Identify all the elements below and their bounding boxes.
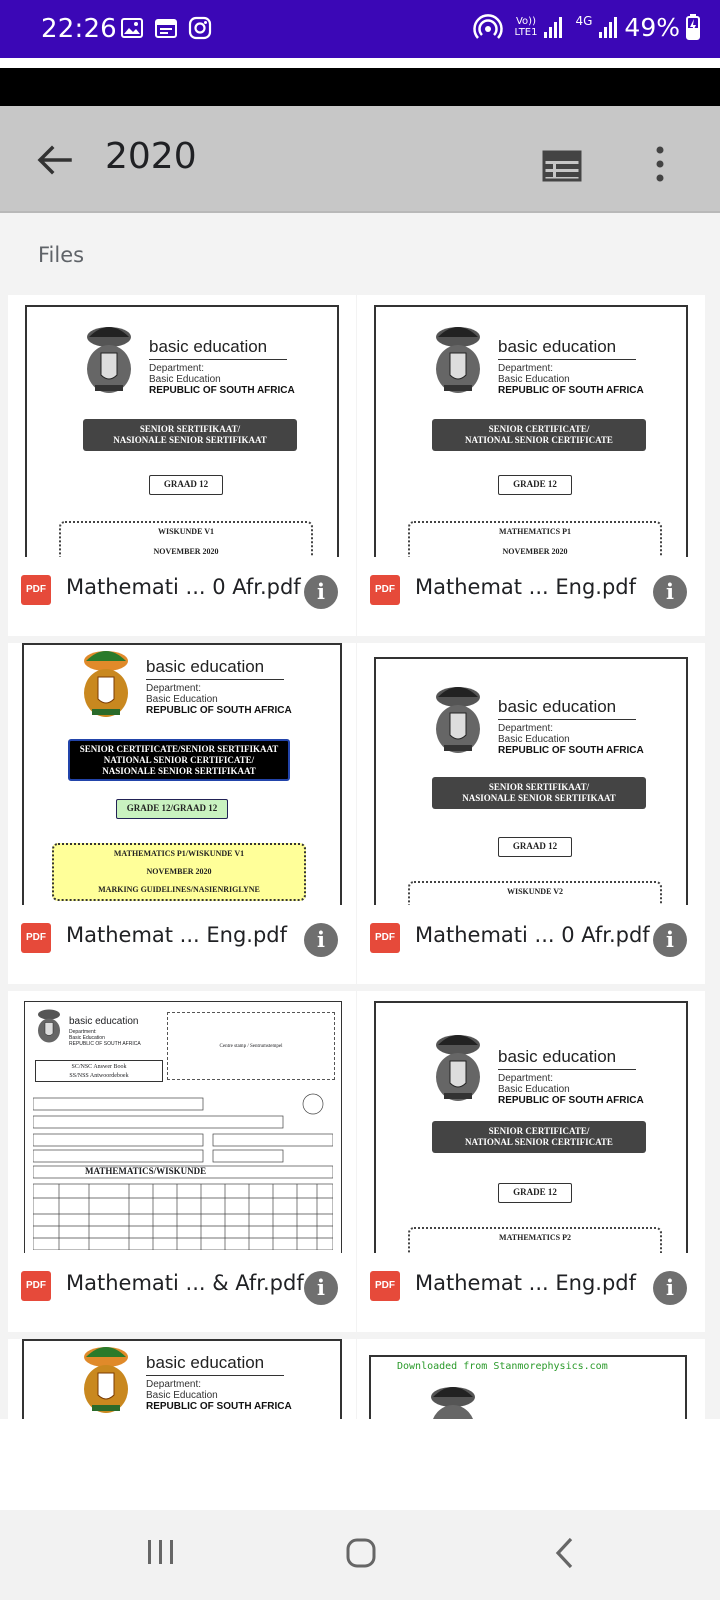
info-icon[interactable]: i — [304, 1271, 338, 1305]
calendar-icon — [154, 16, 178, 40]
file-name[interactable]: Mathemati ... & Afr.pdf — [66, 1271, 304, 1295]
file-card[interactable] — [357, 295, 705, 636]
black-band — [0, 68, 720, 106]
org-name: basic education — [498, 697, 617, 716]
org-rule — [149, 359, 287, 360]
file-thumbnail[interactable] — [8, 295, 356, 557]
coat-of-arms-icon — [78, 649, 134, 719]
recent-apps-icon[interactable] — [146, 1538, 176, 1566]
info-icon[interactable]: i — [304, 575, 338, 609]
dept-block: Department: Basic Education REPUBLIC OF SOUTH AFRICA — [498, 723, 644, 756]
info-icon[interactable]: i — [653, 923, 687, 957]
org-rule — [498, 359, 636, 360]
page-title: 2020 — [105, 136, 197, 177]
pdf-icon: PDF — [370, 1271, 400, 1301]
info-icon[interactable]: i — [653, 1271, 687, 1305]
org-name: basic education — [149, 337, 268, 356]
certificate-banner: SENIOR SERTIFIKAAT/ NASIONALE SENIOR SERTIFIKAAT — [83, 419, 297, 451]
system-navigation-bar — [0, 1510, 720, 1600]
file-card[interactable] — [8, 1339, 356, 1419]
org-rule — [498, 719, 636, 720]
file-thumbnail[interactable] — [357, 1339, 705, 1419]
document-page — [25, 305, 339, 557]
org-rule — [498, 1069, 636, 1070]
subject-box: MATHEMATICS P1 NOVEMBER 2020 — [408, 521, 662, 557]
document-page — [22, 1339, 342, 1419]
answer-book-box: SC/NSC Answer Book SS/NSS Antwoordeboek — [35, 1060, 163, 1082]
dept-block: Department: Basic Education REPUBLIC OF SOUTH AFRICA — [498, 363, 644, 396]
back-icon[interactable] — [553, 1536, 577, 1570]
file-card-footer — [8, 905, 356, 984]
file-thumbnail[interactable] — [8, 643, 356, 905]
org-name: basic education — [146, 1353, 265, 1372]
grade-box: GRADE 12 — [498, 475, 572, 495]
subject-box: WISKUNDE V2 — [408, 881, 662, 905]
status-bar — [0, 0, 720, 58]
file-thumbnail[interactable] — [8, 1339, 356, 1419]
org-name: basic education — [498, 337, 617, 356]
list-view-icon[interactable] — [542, 150, 582, 182]
volte-label: Vo)) LTE1 — [514, 16, 538, 38]
status-time: 22:26 — [41, 14, 117, 44]
file-card[interactable] — [8, 295, 356, 636]
certificate-banner: SENIOR SERTIFIKAAT/ NASIONALE SENIOR SERTIFIKAAT — [432, 777, 646, 809]
file-grid — [0, 213, 720, 1419]
home-icon[interactable] — [346, 1538, 376, 1568]
battery-percent: 49% — [624, 12, 680, 42]
instagram-icon — [188, 16, 212, 40]
file-card-footer — [357, 905, 705, 984]
subject-box: WISKUNDE V1 NOVEMBER 2020 — [59, 521, 313, 557]
dept-block: Department: Basic Education REPUBLIC OF SOUTH AFRICA — [146, 1379, 292, 1412]
system-status-icons — [473, 12, 701, 42]
org-name: basic education — [146, 657, 265, 676]
info-icon[interactable]: i — [304, 923, 338, 957]
document-page — [374, 657, 688, 905]
grade-box: GRAAD 12 — [149, 475, 223, 495]
subject-box: MATHEMATICS P2 — [408, 1227, 662, 1253]
grade-box: GRAAD 12 — [498, 837, 572, 857]
file-name[interactable]: Mathemat ... Eng.pdf — [66, 923, 288, 947]
coat-of-arms-icon — [78, 1345, 134, 1415]
dept-block: Department: Basic Education REPUBLIC OF SOUTH AFRICA — [149, 363, 295, 396]
coat-of-arms-icon — [430, 685, 486, 755]
file-thumbnail[interactable] — [8, 991, 356, 1253]
battery-charging-icon — [686, 14, 700, 40]
org-name: basic education — [498, 1047, 617, 1066]
file-thumbnail[interactable] — [357, 991, 705, 1253]
file-card-footer — [357, 557, 705, 636]
file-card[interactable] — [357, 643, 705, 984]
notification-icons — [120, 16, 212, 40]
pdf-icon: PDF — [370, 575, 400, 605]
coat-of-arms-icon — [81, 325, 137, 395]
gallery-icon — [120, 16, 144, 40]
certificate-banner: SENIOR CERTIFICATE/ NATIONAL SENIOR CERTIFICATE — [432, 1121, 646, 1153]
pdf-icon: PDF — [21, 575, 51, 605]
file-thumbnail[interactable] — [357, 295, 705, 557]
org-rule — [146, 1375, 284, 1376]
document-page — [369, 1355, 687, 1419]
grade-box: GRADE 12/GRAAD 12 — [116, 799, 228, 819]
coat-of-arms-icon — [430, 1033, 486, 1103]
pdf-icon: PDF — [21, 1271, 51, 1301]
section-label-files: Files — [38, 243, 85, 267]
file-thumbnail[interactable] — [357, 643, 705, 905]
centre-stamp-box: Centre stamp / Sentrumstempel — [167, 1012, 335, 1080]
file-name[interactable]: Mathemat ... Eng.pdf — [415, 575, 637, 599]
pdf-icon: PDF — [21, 923, 51, 953]
dept-block: Department: Basic Education REPUBLIC OF SOUTH AFRICA — [69, 1029, 141, 1047]
document-page — [374, 1001, 688, 1253]
document-page — [24, 1001, 342, 1253]
pdf-icon: PDF — [370, 923, 400, 953]
more-vert-icon[interactable] — [650, 144, 670, 184]
hotspot-icon — [473, 12, 503, 42]
signal-icon-2 — [598, 16, 618, 38]
dept-block: Department: Basic Education REPUBLIC OF SOUTH AFRICA — [146, 683, 292, 716]
grade-box: GRADE 12 — [498, 1183, 572, 1203]
coat-of-arms-icon — [35, 1008, 63, 1044]
file-card[interactable] — [8, 991, 356, 1332]
file-name[interactable]: Mathemati ... 0 Afr.pdf — [415, 923, 650, 947]
info-icon[interactable]: i — [653, 575, 687, 609]
file-name[interactable]: Mathemat ... Eng.pdf — [415, 1271, 637, 1295]
coat-of-arms-icon — [430, 325, 486, 395]
file-card-footer — [8, 1253, 356, 1332]
dept-block: Department: Basic Education REPUBLIC OF SOUTH AFRICA — [498, 1073, 644, 1106]
app-bar — [0, 106, 720, 213]
coat-of-arms-icon — [425, 1385, 481, 1419]
arrow-left-icon[interactable] — [34, 140, 74, 180]
file-card-footer — [8, 557, 356, 636]
org-name: basic education — [69, 1016, 139, 1027]
download-watermark: Downloaded from Stanmorephysics.com — [397, 1361, 608, 1372]
document-page — [22, 643, 342, 905]
signal-icon — [543, 16, 563, 38]
certificate-banner: SENIOR CERTIFICATE/SENIOR SERTIFIKAAT NATIONAL SENIOR CERTIFICATE/ NASIONALE SENIOR SERTIFIKAAT — [68, 739, 290, 781]
4g-label: 4G — [575, 14, 593, 28]
file-card[interactable] — [357, 991, 705, 1332]
org-rule — [146, 679, 284, 680]
certificate-banner: SENIOR CERTIFICATE/ NATIONAL SENIOR CERTIFICATE — [432, 419, 646, 451]
file-card[interactable] — [8, 643, 356, 984]
file-card-footer — [357, 1253, 705, 1332]
subject-box: MATHEMATICS P1/WISKUNDE V1 NOVEMBER 2020 MARKING GUIDELINES/NASIENRIGLYNE — [52, 843, 306, 901]
document-page — [374, 305, 688, 557]
file-name[interactable]: Mathemati ... 0 Afr.pdf — [66, 575, 301, 599]
file-card[interactable] — [357, 1339, 705, 1419]
form-subject: MATHEMATICS/WISKUNDE — [85, 1166, 207, 1176]
